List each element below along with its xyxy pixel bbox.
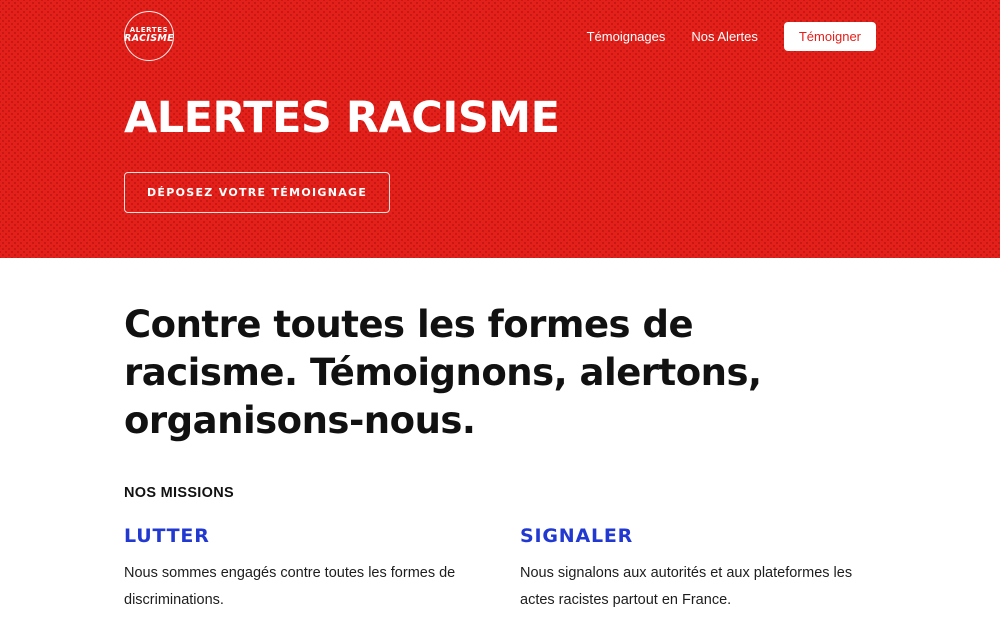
missions-section-label: NOS MISSIONS <box>124 485 234 501</box>
page-heading-line2: racisme. Témoignons, alertons, <box>124 351 762 394</box>
page-heading-line1: Contre toutes les formes de <box>124 303 694 346</box>
page-heading-line3: organisons-nous. <box>124 399 476 442</box>
mission-description-lutter: Nous sommes engagés contre toutes les formes de discriminations. <box>124 565 456 608</box>
logo[interactable] <box>124 11 174 61</box>
nav-link-nos-alertes[interactable]: Nos Alertes <box>691 28 758 44</box>
mission-title-lutter: LUTTER <box>124 525 210 547</box>
main-nav <box>587 22 876 51</box>
hero-section <box>0 0 1000 258</box>
hero-deposez-temoignage-button[interactable]: DÉPOSEZ VOTRE TÉMOIGNAGE <box>124 172 390 213</box>
missions-grid <box>124 525 876 614</box>
logo-text-line2: RACISME <box>124 33 174 45</box>
hero-title: ALERTES RACISME <box>124 93 560 143</box>
mission-description-signaler: Nous signalons aux autorités et aux plateformes les actes racistes partout en France. <box>520 565 853 608</box>
nav-temoigner-button[interactable]: Témoigner <box>784 22 876 51</box>
top-bar <box>124 0 876 61</box>
mission-title-signaler: SIGNALER <box>520 525 634 547</box>
mission-card-signaler <box>520 525 876 614</box>
main-content <box>0 258 1000 614</box>
nav-link-temoignages[interactable]: Témoignages <box>586 28 666 44</box>
mission-card-lutter <box>124 525 480 614</box>
page-heading <box>124 301 876 445</box>
logo-text-line1: ALERTES <box>129 25 169 34</box>
